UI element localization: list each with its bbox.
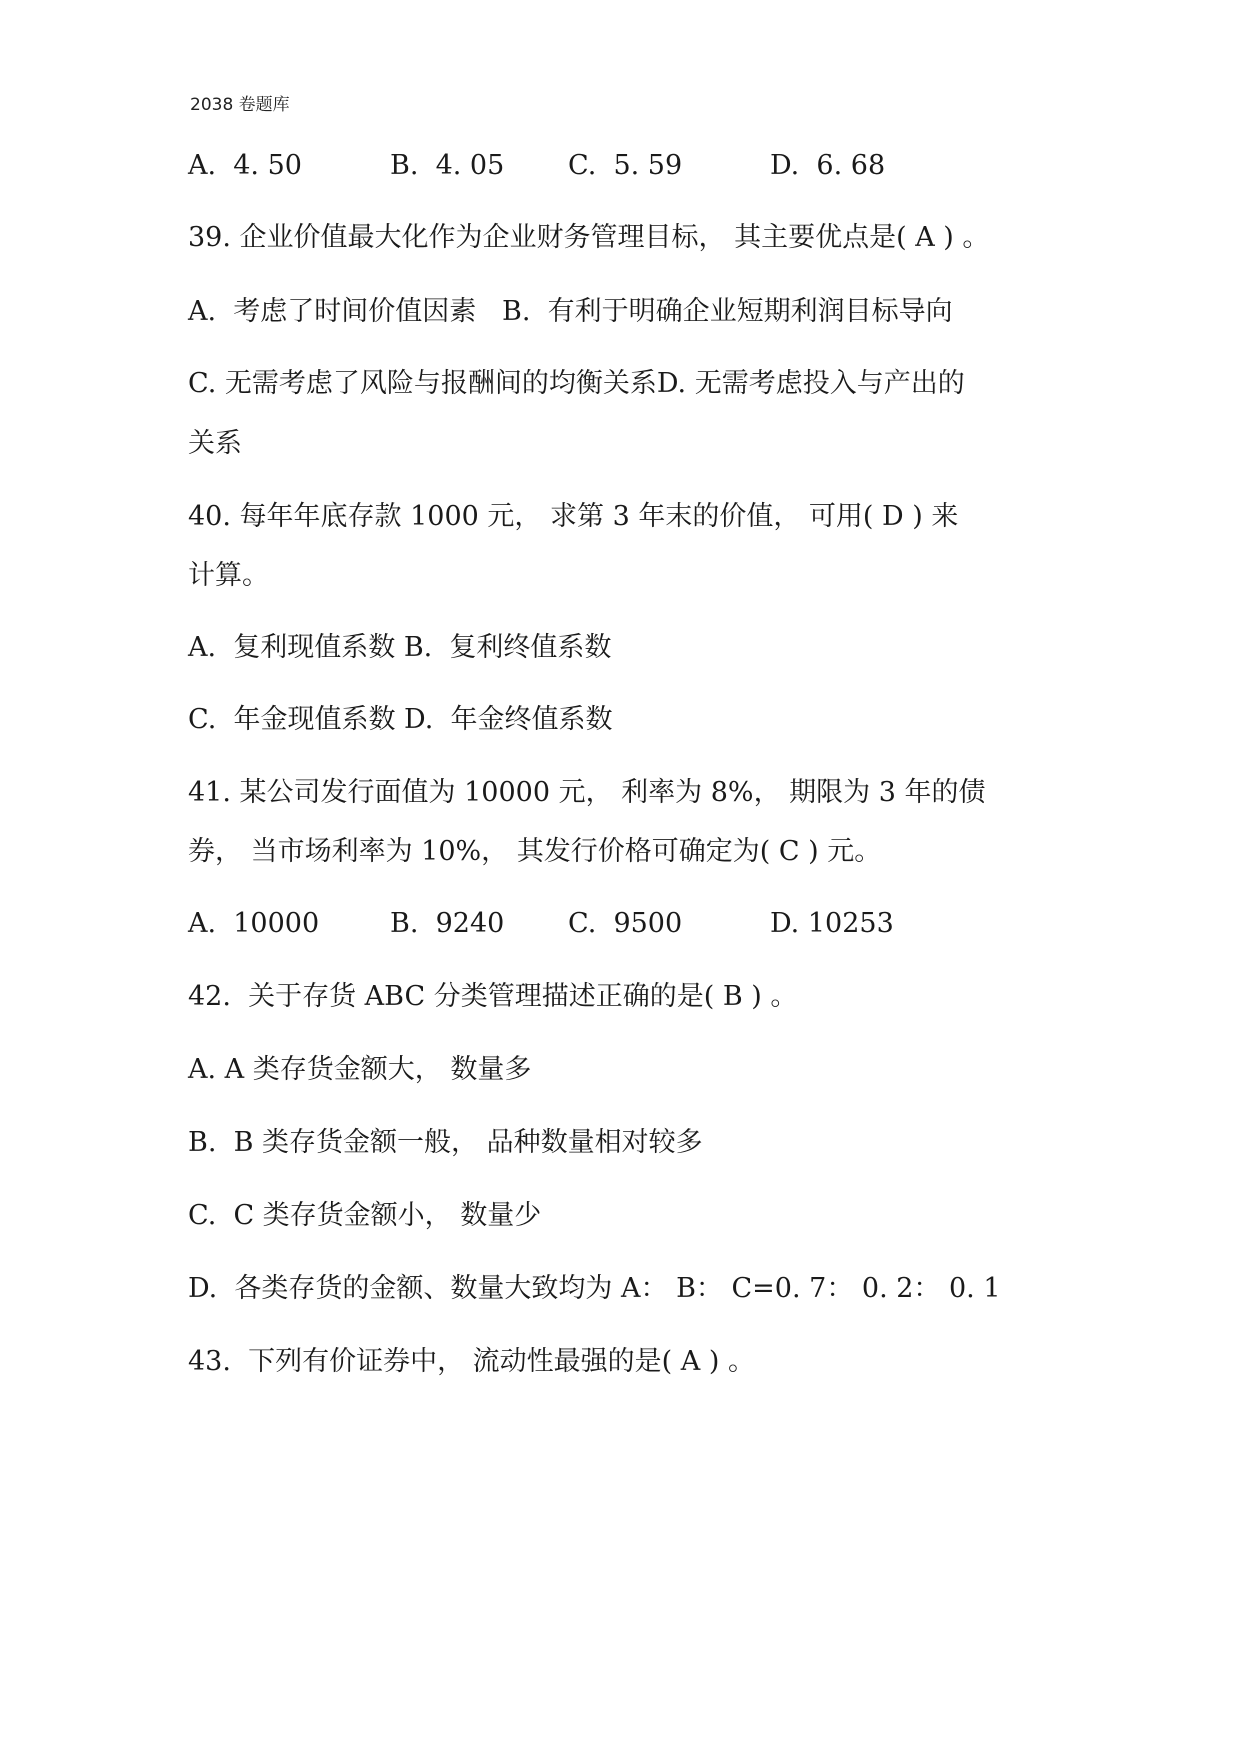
q41-stem: 41. 某公司发行面值为 10000 元， 利率为 8%， 期限为 3 年的债 (188, 777, 986, 808)
q42-option-b: B. B 类存货金额一般， 品种数量相对较多 (188, 1127, 703, 1158)
q40-options-ab: A. 复利现值系数 B. 复利终值系数 (188, 632, 612, 663)
q41-option-b: B. 9240 (390, 908, 505, 939)
q38-option-a: A. 4. 50 (188, 150, 302, 181)
q41-option-c: C. 9500 (568, 908, 683, 939)
q39-stem: 39. 企业价值最大化作为企业财务管理目标， 其主要优点是( A ) 。 (188, 222, 990, 253)
page-header: 2038 卷题库 (190, 95, 290, 115)
q42-stem: 42. 关于存货 ABC 分类管理描述正确的是( B ) 。 (188, 981, 798, 1012)
q42-option-d: D. 各类存货的金额、数量大致均为 A： B： C=0. 7： 0. 2： 0. 1 (188, 1273, 1001, 1304)
q40-stem-cont: 计算。 (188, 560, 269, 591)
q43-stem: 43. 下列有价证券中， 流动性最强的是( A ) 。 (188, 1346, 755, 1377)
q41-stem-cont: 券， 当市场利率为 10%， 其发行价格可确定为( C ) 元。 (188, 836, 882, 867)
q40-options-cd: C. 年金现值系数 D. 年金终值系数 (188, 704, 613, 735)
q38-option-d: D. 6. 68 (770, 150, 886, 181)
q42-option-c: C. C 类存货金额小， 数量少 (188, 1200, 542, 1231)
q39-options-cd-cont: 关系 (188, 428, 242, 459)
q38-option-b: B. 4. 05 (390, 150, 505, 181)
q38-option-c: C. 5. 59 (568, 150, 683, 181)
q39-options-cd: C. 无需考虑了风险与报酬间的均衡关系D. 无需考虑投入与产出的 (188, 368, 965, 399)
q42-option-a: A. A 类存货金额大， 数量多 (188, 1054, 532, 1085)
q39-options-ab: A. 考虑了时间价值因素 B. 有利于明确企业短期利润目标导向 (188, 296, 953, 327)
q41-option-d: D. 10253 (770, 908, 894, 939)
q40-stem: 40. 每年年底存款 1000 元， 求第 3 年末的价值， 可用( D ) 来 (188, 501, 959, 532)
q41-option-a: A. 10000 (188, 908, 320, 939)
